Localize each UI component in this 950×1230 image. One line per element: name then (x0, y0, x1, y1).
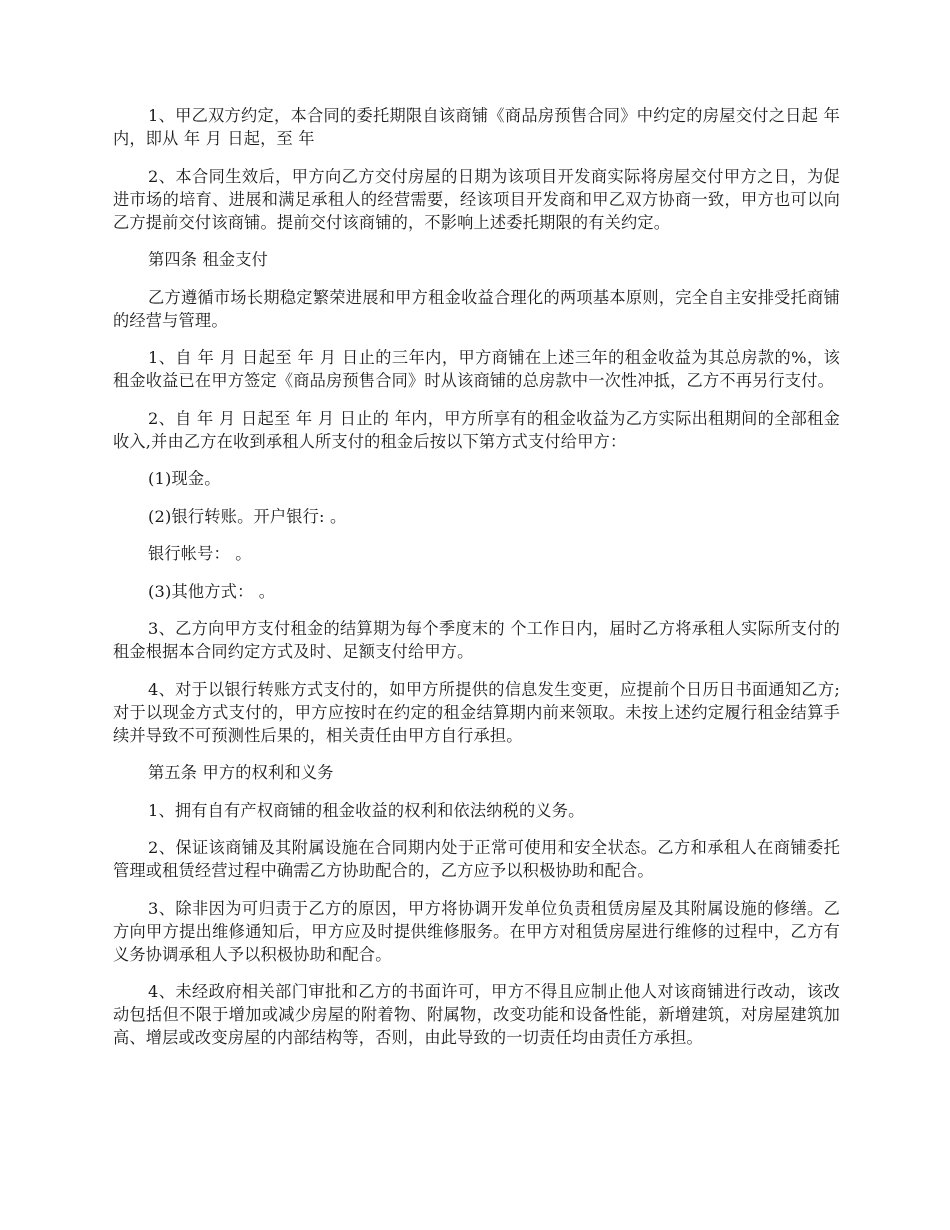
clause-paragraph: 乙方遵循市场长期稳定繁荣进展和甲方租金收益合理化的两项基本原则，完全自主安排受托商铺的经营与管理。 (113, 287, 840, 330)
clause-paragraph: 2、本合同生效后，甲方向乙方交付房屋的日期为该项目开发商实际将房屋交付甲方之日，为促进市场的培育、进展和满足承租人的经营需要，经该项目开发商和甲乙双方协商一致，甲方也可以向乙方提前交付该商铺。提前交付该商铺的，不影响上述委托期限的有关约定。 (113, 166, 840, 232)
clause-paragraph: 2、自 年 月 日起至 年 月 日止的 年内，甲方所享有的租金收益为乙方实际出租期间的全部租金收入,并由乙方在收到承租人所支付的租金后按以下第方式支付给甲方： (113, 408, 840, 451)
clause-paragraph: 4、对于以银行转账方式支付的，如甲方所提供的信息发生变更，应提前个日历日书面通知乙方;对于以现金方式支付的，甲方应按时在约定的租金结算期内前来领取。未按上述约定履行租金结算手续并导致不可预测性后果的，相关责任由甲方自行承担。 (113, 679, 840, 745)
clause-paragraph: 1、拥有自有产权商铺的租金收益的权利和依法纳税的义务。 (148, 800, 585, 820)
payment-option-item: (1)现金。 (148, 469, 221, 488)
payment-option-item: (2)银行转账。开户银行: 。 (148, 506, 347, 526)
document-body (113, 104, 840, 1064)
section-heading: 第五条 甲方的权利和义务 (148, 763, 334, 782)
clause-paragraph: 2、保证该商铺及其附属设施在合同期内处于正常可使用和安全状态。乙方和承租人在商铺委托管理或租赁经营过程中确需乙方协助配合的，乙方应予以积极协助和配合。 (113, 838, 840, 880)
section-heading: 第四条 租金支付 (148, 250, 269, 269)
clause-paragraph: 1、自 年 月 日起至 年 月 日止的三年内，甲方商铺在上述三年的租金收益为其总房款的%，该租金收益已在甲方签定《商品房预售合同》时从该商铺的总房款中一次性冲抵，乙方不再另行支付。 (113, 348, 840, 390)
payment-option-item: (3)其他方式： 。 (148, 581, 276, 601)
payment-option-item: 银行帐号： 。 (148, 544, 252, 563)
clause-paragraph: 3、乙方向甲方支付租金的结算期为每个季度末的 个工作日内，届时乙方将承租人实际所支付的租金根据本合同约定方式及时、足额支付给甲方。 (113, 619, 840, 661)
clause-paragraph: 3、除非因为可归责于乙方的原因，甲方将协调开发单位负责租赁房屋及其附属设施的修缮。乙方向甲方提出维修通知后，甲方应及时提供维修服务。在甲方对租赁房屋进行维修的过程中，乙方有义务协调承租人予以积极协助和配合。 (113, 898, 840, 964)
clause-paragraph: 4、未经政府相关部门审批和乙方的书面许可，甲方不得且应制止他人对该商铺进行改动，该改动包括但不限于增加或减少房屋的附着物、附属物，改变功能和设备性能，新增建筑，对房屋建筑加高、增层或改变房屋的内部结构等，否则，由此导致的一切责任均由责任方承担。 (113, 982, 840, 1047)
clause-paragraph: 1、甲乙双方约定，本合同的委托期限自该商铺《商品房预售合同》中约定的房屋交付之日起 年内，即从 年 月 日起，至 年 (113, 106, 840, 148)
